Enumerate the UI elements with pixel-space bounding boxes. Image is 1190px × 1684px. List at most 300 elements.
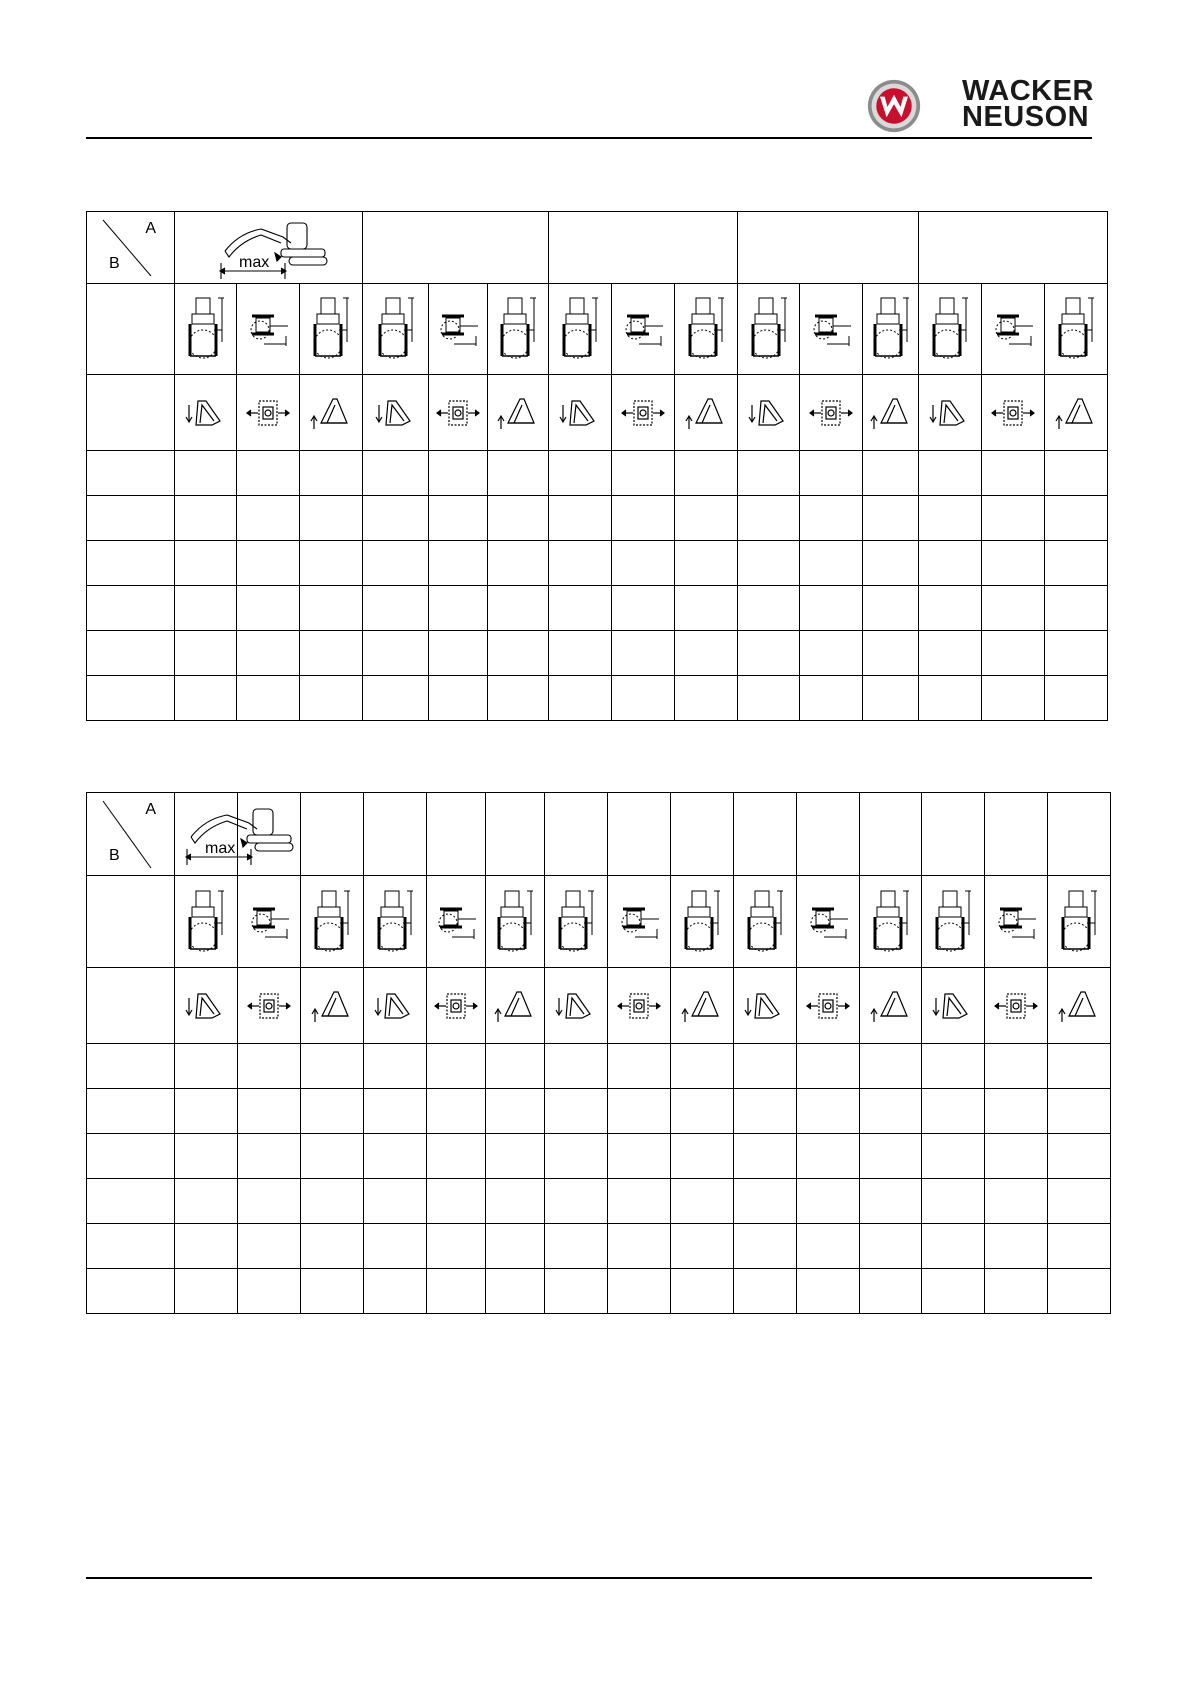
group-header-cell — [985, 793, 1048, 876]
value-cell — [863, 676, 919, 721]
value-cell — [429, 631, 488, 676]
value-cell — [922, 1224, 985, 1269]
value-cell — [860, 1269, 922, 1314]
value-cell — [488, 541, 549, 586]
value-cell — [237, 676, 300, 721]
wacker-neuson-logo — [866, 78, 922, 134]
value-cell — [738, 676, 800, 721]
value-cell — [675, 496, 738, 541]
value-cell — [364, 1269, 427, 1314]
value-cell — [364, 1044, 427, 1089]
value-cell — [486, 1134, 545, 1179]
bucket-cell — [1048, 968, 1111, 1044]
value-cell — [427, 1044, 486, 1089]
value-cell — [486, 1179, 545, 1224]
value-cell — [301, 1134, 364, 1179]
value-cell — [863, 496, 919, 541]
track-width-icon — [809, 395, 853, 431]
group-header-cell — [545, 793, 608, 876]
value-cell — [738, 631, 800, 676]
track-width-icon — [434, 988, 478, 1024]
value-cell — [175, 676, 237, 721]
position-cell — [671, 876, 734, 968]
value-cell — [427, 1179, 486, 1224]
value-cell — [671, 1134, 734, 1179]
position-front-icon — [747, 296, 791, 362]
bucket-cell — [612, 375, 675, 451]
diagonal-line — [87, 212, 175, 284]
row-label-cell — [87, 451, 175, 496]
value-cell — [363, 496, 429, 541]
group-header-cell — [797, 793, 860, 876]
value-cell — [860, 1044, 922, 1089]
position-cell — [363, 284, 429, 375]
value-cell — [919, 586, 982, 631]
bucket-raise-icon — [493, 988, 537, 1024]
value-cell — [675, 586, 738, 631]
bucket-raise-icon — [310, 988, 354, 1024]
position-front-icon — [184, 296, 228, 362]
value-cell — [300, 631, 363, 676]
value-cell — [237, 586, 300, 631]
value-cell — [545, 1224, 608, 1269]
value-cell — [671, 1089, 734, 1134]
value-cell — [922, 1269, 985, 1314]
row-label-cell — [87, 1134, 175, 1179]
bucket-cell — [237, 375, 300, 451]
svg-text:max: max — [205, 840, 236, 857]
value-cell — [427, 1134, 486, 1179]
value-cell — [863, 631, 919, 676]
position-cell — [608, 876, 671, 968]
value-cell — [612, 496, 675, 541]
position-front-icon — [184, 889, 228, 955]
position-cell — [675, 284, 738, 375]
group-header-cell — [427, 793, 486, 876]
position-front-icon — [869, 296, 913, 362]
header-row-position — [87, 876, 1111, 968]
diagonal-line — [87, 793, 175, 876]
table-row — [87, 496, 1108, 541]
bucket-cell — [175, 375, 237, 451]
group-header-cell — [860, 793, 922, 876]
position-side-icon — [434, 889, 478, 955]
value-cell — [488, 631, 549, 676]
value-cell — [429, 586, 488, 631]
value-cell — [797, 1044, 860, 1089]
value-cell — [919, 676, 982, 721]
value-cell — [800, 496, 863, 541]
value-cell — [863, 541, 919, 586]
bucket-raise-icon — [1057, 988, 1101, 1024]
value-cell — [612, 676, 675, 721]
table-row — [87, 586, 1108, 631]
group-header-cell — [301, 793, 364, 876]
bucket-cell — [1045, 375, 1108, 451]
value-cell — [488, 586, 549, 631]
value-cell — [860, 1179, 922, 1224]
value-cell — [545, 1269, 608, 1314]
header-rule — [86, 137, 1092, 139]
row-label-cell — [87, 541, 175, 586]
footer-rule — [86, 1577, 1092, 1579]
bucket-cell — [364, 968, 427, 1044]
value-cell — [549, 586, 612, 631]
value-cell — [364, 1089, 427, 1134]
value-cell — [1045, 631, 1108, 676]
position-cell — [734, 876, 797, 968]
value-cell — [175, 631, 237, 676]
value-cell — [175, 1089, 238, 1134]
position-cell — [427, 876, 486, 968]
value-cell — [1048, 1089, 1111, 1134]
table-row — [87, 676, 1108, 721]
value-cell — [734, 1089, 797, 1134]
value-cell — [238, 1179, 301, 1224]
value-cell — [919, 631, 982, 676]
value-cell — [175, 1179, 238, 1224]
value-cell — [429, 541, 488, 586]
position-side-icon — [806, 889, 850, 955]
bucket-lower-icon — [558, 395, 602, 431]
value-cell — [175, 496, 237, 541]
row-label-cell — [87, 1044, 175, 1089]
bucket-lower-icon — [554, 988, 598, 1024]
value-cell — [237, 631, 300, 676]
value-cell — [363, 451, 429, 496]
bucket-cell — [363, 375, 429, 451]
bucket-lower-icon — [373, 988, 417, 1024]
value-cell — [488, 451, 549, 496]
value-cell — [800, 541, 863, 586]
group-header-cell — [671, 793, 734, 876]
value-cell — [1048, 1224, 1111, 1269]
bucket-cell — [488, 375, 549, 451]
row-label-cell — [87, 676, 175, 721]
position-cell — [863, 284, 919, 375]
bucket-cell — [919, 375, 982, 451]
position-cell — [238, 876, 301, 968]
position-cell — [237, 284, 300, 375]
position-cell — [1048, 876, 1111, 968]
value-cell — [608, 1224, 671, 1269]
row-label-cell — [87, 1089, 175, 1134]
value-cell — [300, 451, 363, 496]
bucket-cell — [486, 968, 545, 1044]
position-cell — [985, 876, 1048, 968]
bucket-cell — [671, 968, 734, 1044]
bucket-raise-icon — [496, 395, 540, 431]
position-front-icon — [496, 296, 540, 362]
value-cell — [800, 631, 863, 676]
value-cell — [1048, 1044, 1111, 1089]
value-cell — [301, 1269, 364, 1314]
bucket-raise-icon — [309, 395, 353, 431]
load-table-2 — [86, 792, 1111, 1314]
position-cell — [488, 284, 549, 375]
row-label-cell — [87, 284, 175, 375]
value-cell — [175, 1044, 238, 1089]
position-front-icon — [309, 296, 353, 362]
bucket-lower-icon — [747, 395, 791, 431]
position-front-icon — [493, 889, 537, 955]
value-cell — [427, 1269, 486, 1314]
value-cell — [612, 631, 675, 676]
bucket-lower-icon — [931, 988, 975, 1024]
value-cell — [1045, 676, 1108, 721]
position-cell — [545, 876, 608, 968]
value-cell — [919, 541, 982, 586]
group-header-cell — [1048, 793, 1111, 876]
position-cell — [175, 284, 237, 375]
table-row — [87, 541, 1108, 586]
position-side-icon — [436, 296, 480, 362]
value-cell — [429, 676, 488, 721]
bucket-cell — [175, 968, 238, 1044]
value-cell — [985, 1269, 1048, 1314]
value-cell — [237, 541, 300, 586]
header-row-groups — [87, 793, 1111, 876]
position-cell — [922, 876, 985, 968]
header-row-position — [87, 284, 1108, 375]
position-front-icon — [743, 889, 787, 955]
table-row — [87, 1134, 1111, 1179]
position-cell — [1045, 284, 1108, 375]
value-cell — [486, 1044, 545, 1089]
bucket-cell — [427, 968, 486, 1044]
track-width-icon — [621, 395, 665, 431]
position-front-icon — [869, 889, 913, 955]
position-cell — [175, 876, 238, 968]
position-side-icon — [617, 889, 661, 955]
value-cell — [301, 1044, 364, 1089]
bucket-cell — [922, 968, 985, 1044]
table-row — [87, 631, 1108, 676]
header-row-bucket — [87, 968, 1111, 1044]
position-cell — [300, 284, 363, 375]
value-cell — [671, 1044, 734, 1089]
position-cell — [429, 284, 488, 375]
value-cell — [300, 676, 363, 721]
value-cell — [985, 1044, 1048, 1089]
value-cell — [364, 1134, 427, 1179]
value-cell — [363, 586, 429, 631]
value-cell — [427, 1089, 486, 1134]
row-label-cell — [87, 586, 175, 631]
bucket-raise-icon — [680, 988, 724, 1024]
value-cell — [985, 1134, 1048, 1179]
value-cell — [1048, 1269, 1111, 1314]
position-side-icon — [994, 889, 1038, 955]
value-cell — [922, 1179, 985, 1224]
position-side-icon — [246, 296, 290, 362]
value-cell — [734, 1179, 797, 1224]
value-cell — [175, 1134, 238, 1179]
position-front-icon — [684, 296, 728, 362]
bucket-lower-icon — [928, 395, 972, 431]
value-cell — [175, 541, 237, 586]
value-cell — [364, 1224, 427, 1269]
group-header-cell — [734, 793, 797, 876]
corner-label-b: B — [109, 255, 120, 272]
value-cell — [1045, 541, 1108, 586]
value-cell — [238, 1134, 301, 1179]
position-front-icon — [680, 889, 724, 955]
group-header-cell — [363, 212, 549, 284]
track-width-icon — [806, 988, 850, 1024]
value-cell — [608, 1269, 671, 1314]
bucket-cell — [860, 968, 922, 1044]
brand-wordmark — [962, 75, 1094, 133]
value-cell — [738, 541, 800, 586]
value-cell — [797, 1224, 860, 1269]
row-label-cell — [87, 876, 175, 968]
value-cell — [549, 451, 612, 496]
value-cell — [922, 1134, 985, 1179]
value-cell — [300, 586, 363, 631]
value-cell — [545, 1044, 608, 1089]
value-cell — [675, 676, 738, 721]
value-cell — [300, 541, 363, 586]
bucket-raise-icon — [1054, 395, 1098, 431]
bucket-cell — [863, 375, 919, 451]
value-cell — [734, 1134, 797, 1179]
value-cell — [734, 1224, 797, 1269]
value-cell — [675, 451, 738, 496]
value-cell — [608, 1134, 671, 1179]
value-cell — [301, 1179, 364, 1224]
position-front-icon — [558, 296, 602, 362]
value-cell — [363, 541, 429, 586]
value-cell — [860, 1134, 922, 1179]
value-cell — [545, 1089, 608, 1134]
value-cell — [300, 496, 363, 541]
value-cell — [549, 631, 612, 676]
value-cell — [671, 1269, 734, 1314]
value-cell — [486, 1089, 545, 1134]
bucket-cell — [545, 968, 608, 1044]
value-cell — [238, 1044, 301, 1089]
value-cell — [549, 676, 612, 721]
brand-line-1: WACKER — [962, 75, 1094, 107]
row-label-cell — [87, 375, 175, 451]
bucket-cell — [300, 375, 363, 451]
position-cell — [301, 876, 364, 968]
value-cell — [860, 1089, 922, 1134]
group-header-cell — [238, 793, 301, 876]
bucket-cell — [238, 968, 301, 1044]
value-cell — [486, 1224, 545, 1269]
group-header-cell — [364, 793, 427, 876]
value-cell — [175, 1224, 238, 1269]
value-cell — [1045, 496, 1108, 541]
value-cell — [1045, 451, 1108, 496]
value-cell — [364, 1179, 427, 1224]
table-row — [87, 1224, 1111, 1269]
value-cell — [863, 586, 919, 631]
row-label-cell — [87, 1224, 175, 1269]
value-cell — [238, 1089, 301, 1134]
track-width-icon — [617, 988, 661, 1024]
header-row-bucket — [87, 375, 1108, 451]
value-cell — [675, 541, 738, 586]
value-cell — [488, 496, 549, 541]
position-front-icon — [1057, 889, 1101, 955]
value-cell — [800, 451, 863, 496]
bucket-cell — [800, 375, 863, 451]
value-cell — [238, 1224, 301, 1269]
value-cell — [545, 1134, 608, 1179]
value-cell — [545, 1179, 608, 1224]
value-cell — [738, 586, 800, 631]
value-cell — [982, 451, 1045, 496]
value-cell — [237, 451, 300, 496]
position-cell — [486, 876, 545, 968]
load-table-1 — [86, 211, 1108, 721]
header-row-groups — [87, 212, 1108, 284]
bucket-cell — [734, 968, 797, 1044]
corner-cell — [87, 793, 175, 876]
value-cell — [488, 676, 549, 721]
table-row — [87, 1044, 1111, 1089]
bucket-cell — [797, 968, 860, 1044]
group-header-cell — [486, 793, 545, 876]
value-cell — [363, 676, 429, 721]
value-cell — [919, 496, 982, 541]
position-cell — [738, 284, 800, 375]
position-cell — [800, 284, 863, 375]
svg-text:max: max — [238, 253, 269, 271]
value-cell — [982, 631, 1045, 676]
track-width-icon — [994, 988, 1038, 1024]
value-cell — [612, 541, 675, 586]
corner-label-b: B — [109, 847, 120, 864]
table-row — [87, 1089, 1111, 1134]
value-cell — [671, 1179, 734, 1224]
value-cell — [486, 1269, 545, 1314]
value-cell — [608, 1044, 671, 1089]
value-cell — [985, 1179, 1048, 1224]
value-cell — [982, 586, 1045, 631]
position-cell — [919, 284, 982, 375]
bucket-cell — [985, 968, 1048, 1044]
position-cell — [982, 284, 1045, 375]
value-cell — [175, 586, 237, 631]
position-front-icon — [374, 296, 418, 362]
position-front-icon — [1054, 296, 1098, 362]
value-cell — [429, 496, 488, 541]
value-cell — [1048, 1134, 1111, 1179]
value-cell — [922, 1044, 985, 1089]
track-width-icon — [991, 395, 1035, 431]
row-label-cell — [87, 968, 175, 1044]
value-cell — [982, 676, 1045, 721]
brand-line-2: NEUSON — [962, 101, 1090, 133]
position-front-icon — [554, 889, 598, 955]
corner-label-a: A — [145, 220, 156, 237]
value-cell — [734, 1269, 797, 1314]
position-front-icon — [931, 889, 975, 955]
value-cell — [985, 1089, 1048, 1134]
value-cell — [797, 1269, 860, 1314]
value-cell — [863, 451, 919, 496]
row-label-cell — [87, 496, 175, 541]
track-width-icon — [247, 988, 291, 1024]
value-cell — [549, 541, 612, 586]
value-cell — [985, 1224, 1048, 1269]
position-front-icon — [928, 296, 972, 362]
row-label-cell — [87, 631, 175, 676]
